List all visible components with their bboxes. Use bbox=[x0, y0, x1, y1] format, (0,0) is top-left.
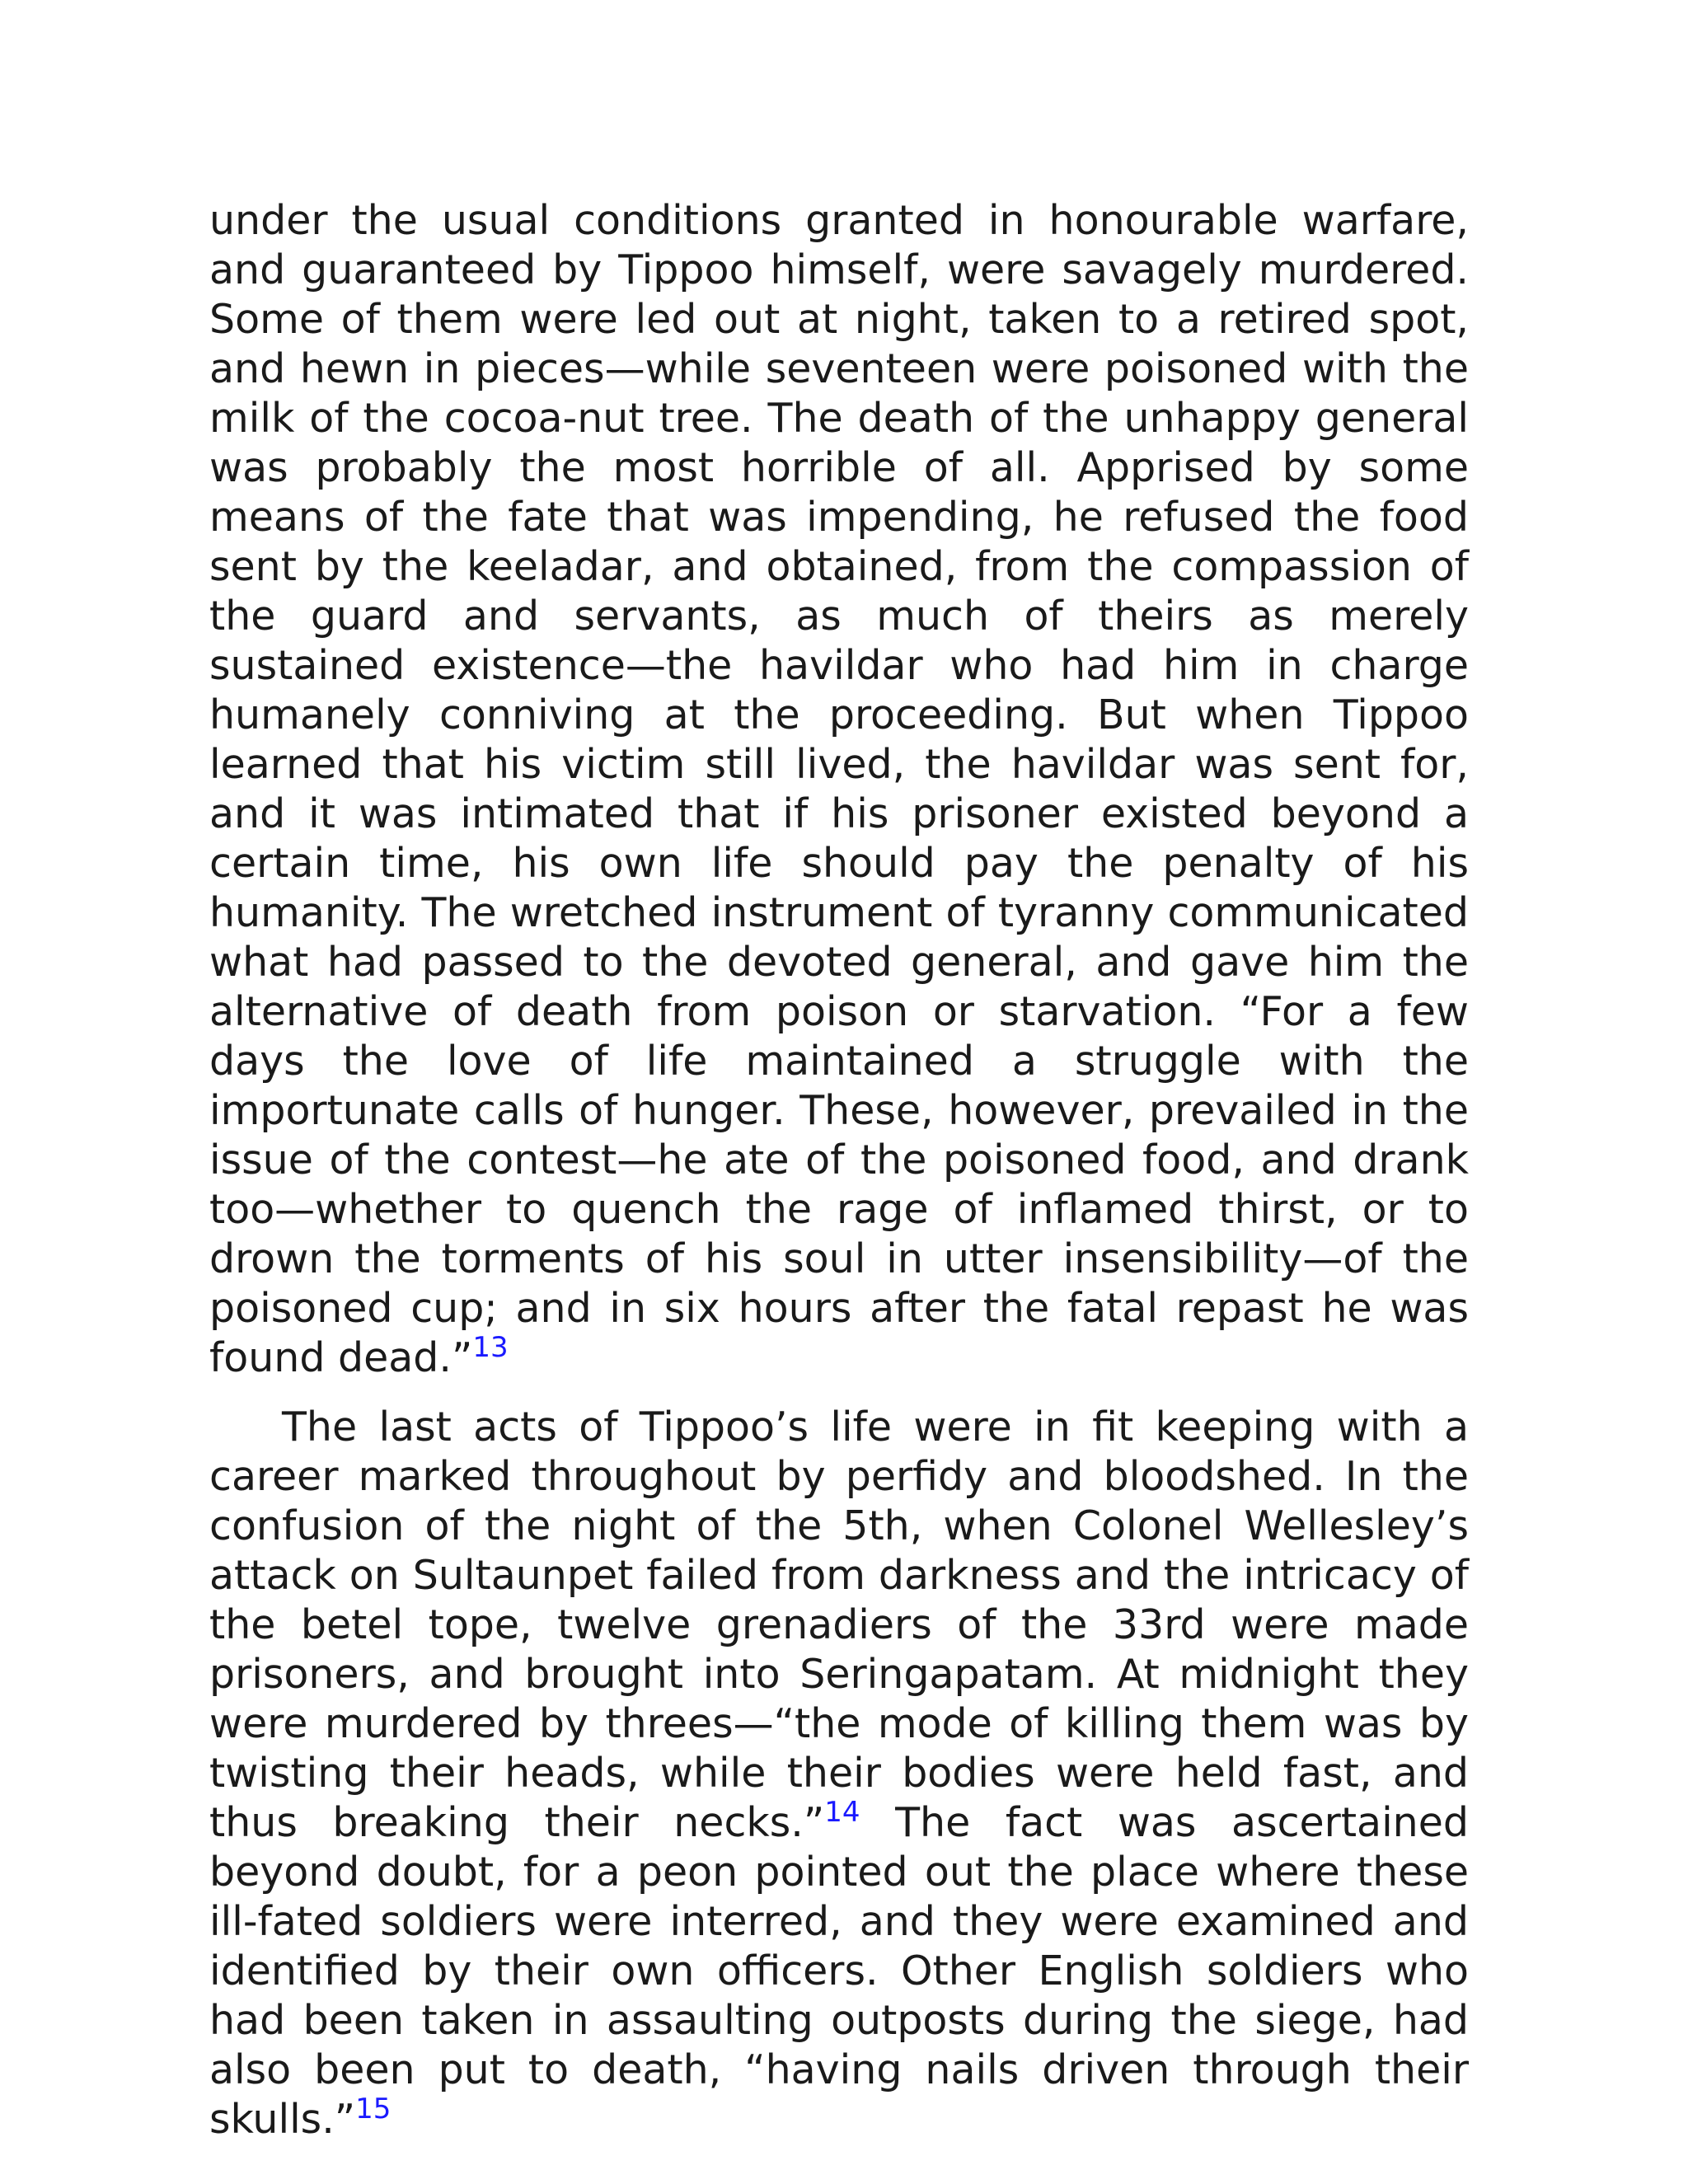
footnote-link-13[interactable]: 13 bbox=[472, 1331, 509, 1364]
paragraph-text: The last acts of Tippoo’s life were in fit keeping with a career marked throughout by perfidy and bloodshed. In the confusion of the night of the 5th, when Colonel Wellesley’s attack on Sultaunpet failed from darkness and the intricacy of the betel tope, twelve grenadiers of the 33rd were made prisoners, and brought into Seringapatam. At midnight they were murdered by threes—“the mode of killing them was by twisting their heads, while their bodies were held fast, and thus breaking their necks.” bbox=[209, 1404, 1469, 1846]
paragraph-text: under the usual conditions granted in honourable warfare, and guaranteed by Tippoo himself, were savagely murdered. Some of them were led out at night, taken to a retired spot, and hewn in pieces—while seventeen were poisoned with the milk of the cocoa-nut tree. The death of the unhappy general was probably the most horrible of all. Apprised by some means of the fate that was impending, he refused the food sent by the keeladar, and obtained, from the compassion of the guard and servants, as much of theirs as merely sustained existence—the havildar who had him in charge humanely conniving at the proceeding. But when Tippoo learned that his victim still lived, the havildar was sent for, and it was intimated that if his prisoner existed beyond a certain time, his own life should pay the penalty of his humanity. The wretched instrument of tyranny communicated what had passed to the devoted general, and gave him the alternative of death from poison or starvation. “For a few days the love of life maintained a struggle with the importunate calls of hunger. These, however, prevailed in the issue of the contest—he ate of the poisoned food, and drank too—whether to quench the rage of inflamed thirst, or to drown the torments of his soul in utter insensibility—of the poisoned cup; and in six hours after the fatal repast he was found dead.” bbox=[209, 197, 1469, 1381]
paragraph-text: The fact was ascertained beyond doubt, for a peon pointed out the place where these ill-fated soldiers were interred, and they were examined and identified by their own officers. Other English soldiers who had been taken in assaulting outposts during the siege, had also been put to death, “having nails driven through their skulls.” bbox=[209, 1799, 1469, 2143]
footnote-link-14[interactable]: 14 bbox=[824, 1796, 860, 1829]
footnote-link-15[interactable]: 15 bbox=[355, 2093, 392, 2125]
paragraph-2 bbox=[209, 1403, 1469, 2144]
paragraph-1 bbox=[209, 196, 1469, 1383]
page-body bbox=[209, 196, 1469, 2144]
